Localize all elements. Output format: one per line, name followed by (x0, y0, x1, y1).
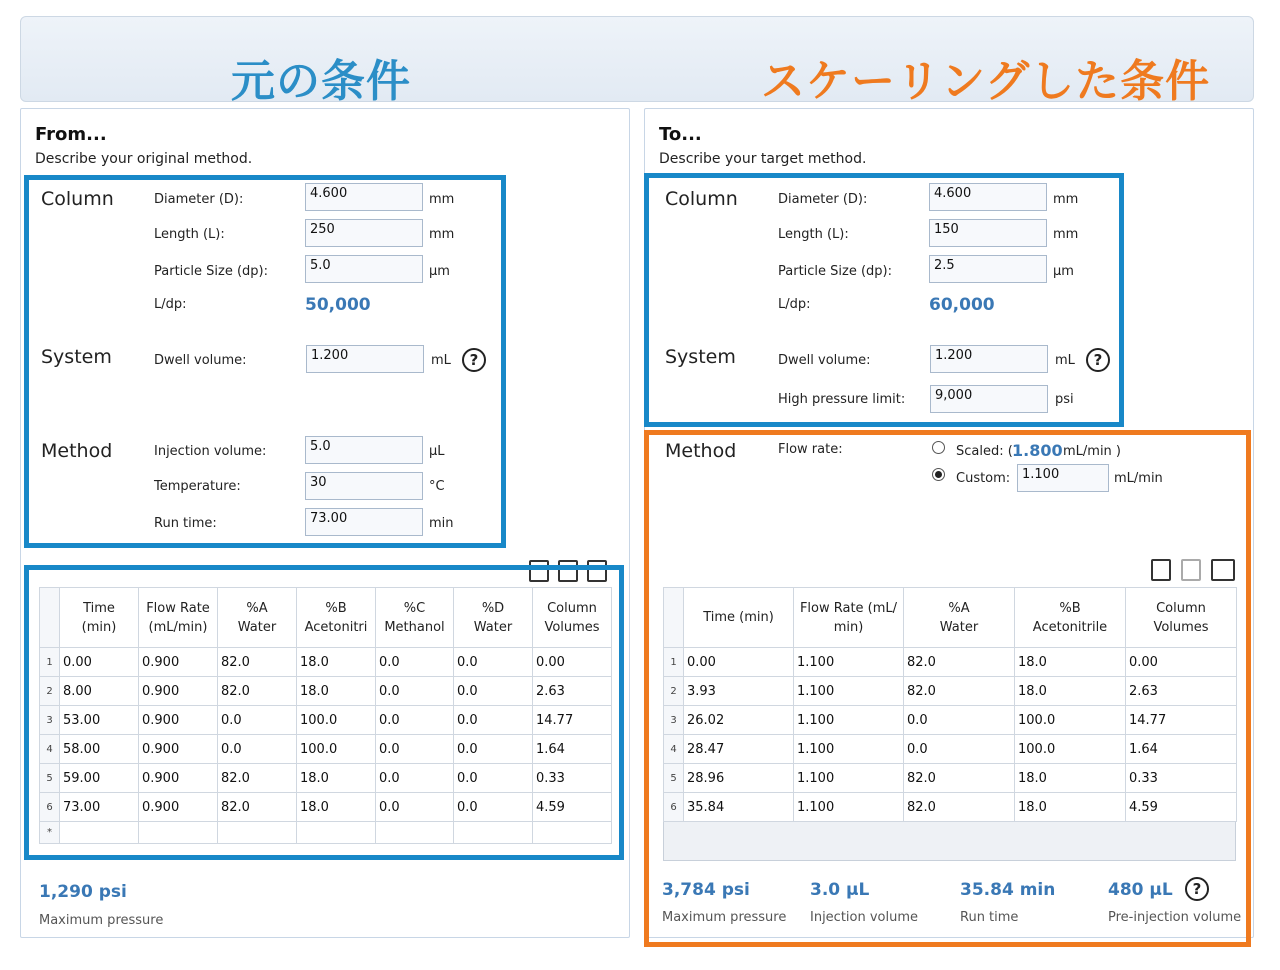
row-number: 4 (664, 735, 684, 764)
from-injection-label: Injection volume: (154, 444, 267, 459)
table-cell[interactable]: 82.0 (218, 648, 297, 677)
from-particle-unit: μm (429, 264, 450, 279)
preinjection-help-icon[interactable]: ? (1185, 877, 1209, 901)
table-cell[interactable]: 18.0 (297, 648, 376, 677)
table-cell[interactable]: 18.0 (1015, 793, 1126, 822)
row-number: 1 (664, 648, 684, 677)
from-runtime-input[interactable]: 73.00 (305, 508, 423, 536)
from-runtime-unit: min (429, 516, 454, 531)
from-column-section: Column (41, 188, 114, 210)
column-header[interactable]: Flow Rate (mL/ min) (794, 588, 904, 648)
table-cell[interactable]: 4.59 (1126, 793, 1237, 822)
to-dwell-label: Dwell volume: (778, 353, 871, 368)
from-temperature-label: Temperature: (154, 479, 241, 494)
table-cell[interactable]: 100.0 (297, 706, 376, 735)
from-temperature-input[interactable]: 30 (305, 472, 423, 500)
table-cell[interactable]: 0.0 (904, 735, 1015, 764)
new-row-marker: * (40, 822, 60, 844)
from-system-section: System (41, 346, 112, 368)
to-preinjection-label: Pre-injection volume (1108, 910, 1242, 925)
from-settings-highlight (24, 175, 506, 548)
table-cell[interactable]: 58.00 (60, 735, 139, 764)
row-number: 6 (664, 793, 684, 822)
table-cell[interactable]: 0.0 (454, 793, 533, 822)
table-cell[interactable]: 0.900 (139, 793, 218, 822)
table-cell[interactable]: 0.33 (533, 764, 612, 793)
table-cell[interactable]: 0.0 (454, 706, 533, 735)
to-max-pressure-value: 3,784 psi (662, 880, 750, 900)
from-table-highlight (24, 565, 624, 860)
to-dwell-unit: mL (1055, 353, 1075, 368)
table-cell[interactable]: 73.00 (60, 793, 139, 822)
column-header[interactable]: %B Acetonitrile (1015, 588, 1126, 648)
table-cell[interactable]: 82.0 (904, 677, 1015, 706)
from-ldp-value: 50,000 (305, 295, 371, 315)
from-diameter-input[interactable]: 4.600 (305, 183, 423, 211)
table-cell[interactable]: 0.0 (454, 764, 533, 793)
table-cell[interactable]: 1.100 (794, 706, 904, 735)
to-pressure-limit-input[interactable]: 9,000 (930, 385, 1048, 413)
from-particle-label: Particle Size (dp): (154, 264, 269, 279)
table-cell[interactable]: 0.900 (139, 706, 218, 735)
row-number: 1 (40, 648, 60, 677)
table-cell[interactable]: 100.0 (1015, 735, 1126, 764)
to-dwell-help-icon[interactable]: ? (1086, 348, 1110, 372)
from-particle-input[interactable]: 5.0 (305, 255, 423, 283)
table-cell[interactable]: 26.02 (684, 706, 794, 735)
table-cell[interactable]: 1.64 (1126, 735, 1237, 764)
column-header[interactable]: %C Methanol (376, 588, 454, 648)
header-banner (20, 16, 1254, 107)
row-number: 5 (40, 764, 60, 793)
table-cell[interactable]: 14.77 (1126, 706, 1237, 735)
table-cell[interactable]: 100.0 (1015, 706, 1126, 735)
table-cell[interactable]: 0.0 (376, 706, 454, 735)
from-dwell-help-icon[interactable]: ? (462, 348, 486, 372)
table-cell[interactable]: 18.0 (1015, 764, 1126, 793)
to-length-input[interactable]: 150 (929, 219, 1047, 247)
from-dwell-input[interactable]: 1.200 (306, 345, 424, 373)
table-cell[interactable]: 0.00 (533, 648, 612, 677)
row-number: 3 (40, 706, 60, 735)
table-cell[interactable]: 53.00 (60, 706, 139, 735)
table-cell[interactable]: 1.64 (533, 735, 612, 764)
to-max-pressure-label: Maximum pressure (662, 910, 787, 925)
table-cell[interactable]: 1.100 (794, 677, 904, 706)
to-title: To... (659, 124, 702, 145)
table-cell[interactable]: 0.0 (376, 677, 454, 706)
column-header[interactable]: %A Water (218, 588, 297, 648)
table-cell[interactable]: 28.47 (684, 735, 794, 764)
custom-flow-input[interactable]: 1.100 (1017, 464, 1109, 492)
row-number: 5 (664, 764, 684, 793)
table-cell[interactable]: 0.0 (218, 735, 297, 764)
table-cell[interactable]: 18.0 (297, 793, 376, 822)
to-diameter-label: Diameter (D): (778, 192, 868, 207)
from-temperature-unit: °C (429, 479, 445, 494)
from-ldp-label: L/dp: (154, 297, 187, 312)
table-cell[interactable]: 1.100 (794, 735, 904, 764)
to-injection-label: Injection volume (810, 910, 919, 925)
from-max-pressure-value: 1,290 psi (39, 882, 127, 902)
to-runtime-label: Run time (960, 910, 1019, 925)
table-cell[interactable]: 0.0 (454, 677, 533, 706)
table-cell[interactable]: 0.0 (376, 764, 454, 793)
to-length-label: Length (L): (778, 227, 849, 242)
row-number: 2 (664, 677, 684, 706)
table-cell[interactable]: 82.0 (218, 764, 297, 793)
table-cell[interactable]: 0.00 (60, 648, 139, 677)
to-runtime-value: 35.84 min (960, 880, 1056, 900)
to-method-section: Method (665, 440, 737, 462)
to-method-highlight (644, 430, 1251, 947)
scaled-flow-unit: mL/min ) (1063, 444, 1122, 459)
column-header[interactable]: Time (min) (684, 588, 794, 648)
row-number: 2 (40, 677, 60, 706)
column-header[interactable]: Time (min) (60, 588, 139, 648)
column-header[interactable]: %D Water (454, 588, 533, 648)
from-length-unit: mm (429, 227, 455, 242)
table-cell[interactable]: 4.59 (533, 793, 612, 822)
table-cell[interactable]: 0.0 (454, 735, 533, 764)
table-cell[interactable]: 0.900 (139, 735, 218, 764)
table-cell[interactable]: 82.0 (904, 793, 1015, 822)
from-length-label: Length (L): (154, 227, 225, 242)
from-length-input[interactable]: 250 (305, 219, 423, 247)
to-pressure-limit-unit: psi (1055, 392, 1074, 407)
to-preinjection-value: 480 μL (1108, 880, 1173, 900)
table-cell[interactable]: 0.0 (376, 793, 454, 822)
table-cell[interactable]: 18.0 (297, 677, 376, 706)
table-cell[interactable]: 1.100 (794, 764, 904, 793)
to-dwell-input[interactable]: 1.200 (930, 345, 1048, 373)
table-cell[interactable]: 0.900 (139, 648, 218, 677)
table-cell[interactable]: 0.00 (1126, 648, 1237, 677)
table-cell[interactable]: 28.96 (684, 764, 794, 793)
from-diameter-label: Diameter (D): (154, 192, 244, 207)
table-cell[interactable]: 8.00 (60, 677, 139, 706)
custom-flow-unit: mL/min (1114, 471, 1163, 486)
row-number: 4 (40, 735, 60, 764)
to-column-section: Column (665, 188, 738, 210)
scaled-label: Scaled: ( (956, 444, 1013, 459)
table-cell[interactable]: 0.0 (218, 706, 297, 735)
to-injection-value: 3.0 μL (810, 880, 870, 900)
from-injection-unit: μL (429, 444, 445, 459)
from-description: Describe your original method. (35, 151, 253, 167)
to-particle-unit: μm (1053, 264, 1074, 279)
from-dwell-unit: mL (431, 353, 451, 368)
row-number: 6 (40, 793, 60, 822)
table-cell[interactable]: 82.0 (218, 677, 297, 706)
table-cell[interactable]: 82.0 (904, 764, 1015, 793)
table-cell[interactable]: 82.0 (904, 648, 1015, 677)
to-particle-label: Particle Size (dp): (778, 264, 893, 279)
column-header[interactable]: Column Volumes (533, 588, 612, 648)
column-header[interactable]: %B Acetonitri (297, 588, 376, 648)
table-cell[interactable]: 1.100 (794, 793, 904, 822)
to-ldp-value: 60,000 (929, 295, 995, 315)
table-cell[interactable]: 0.00 (684, 648, 794, 677)
table-cell[interactable]: 18.0 (1015, 677, 1126, 706)
original-conditions-title: 元の条件 (231, 56, 411, 107)
from-dwell-label: Dwell volume: (154, 353, 247, 368)
to-diameter-input[interactable]: 4.600 (929, 183, 1047, 211)
table-cell[interactable]: 0.0 (376, 735, 454, 764)
to-diameter-unit: mm (1053, 192, 1079, 207)
to-flow-rate-label: Flow rate: (778, 442, 843, 457)
from-runtime-label: Run time: (154, 516, 217, 531)
to-settings-highlight (644, 173, 1124, 427)
column-header[interactable]: Column Volumes (1126, 588, 1237, 648)
from-method-section: Method (41, 440, 113, 462)
table-cell[interactable]: 100.0 (297, 735, 376, 764)
table-cell[interactable]: 82.0 (218, 793, 297, 822)
to-length-unit: mm (1053, 227, 1079, 242)
table-cell[interactable]: 0.0 (904, 706, 1015, 735)
table-cell[interactable]: 0.33 (1126, 764, 1237, 793)
table-cell[interactable]: 0.900 (139, 764, 218, 793)
scaled-conditions-title: スケーリングした条件 (761, 56, 1211, 107)
to-particle-input[interactable]: 2.5 (929, 255, 1047, 283)
to-pressure-limit-label: High pressure limit: (778, 392, 906, 407)
table-cell[interactable]: 0.900 (139, 677, 218, 706)
table-cell[interactable]: 2.63 (1126, 677, 1237, 706)
column-header[interactable]: Flow Rate (mL/min) (139, 588, 218, 648)
from-injection-input[interactable]: 5.0 (305, 436, 423, 464)
table-cell[interactable]: 0.0 (454, 648, 533, 677)
from-max-pressure-label: Maximum pressure (39, 913, 164, 928)
scaled-flow-value: 1.800 (1012, 441, 1063, 460)
to-description: Describe your target method. (659, 151, 867, 167)
to-system-section: System (665, 346, 736, 368)
to-ldp-label: L/dp: (778, 297, 811, 312)
table-cell[interactable]: 2.63 (533, 677, 612, 706)
from-diameter-unit: mm (429, 192, 455, 207)
table-cell[interactable]: 14.77 (533, 706, 612, 735)
row-number: 3 (664, 706, 684, 735)
table-cell[interactable]: 0.0 (376, 648, 454, 677)
from-title: From... (35, 124, 107, 145)
custom-label: Custom: (956, 471, 1011, 486)
table-cell[interactable]: 1.100 (794, 648, 904, 677)
column-header[interactable]: %A Water (904, 588, 1015, 648)
table-cell[interactable]: 35.84 (684, 793, 794, 822)
table-cell[interactable]: 59.00 (60, 764, 139, 793)
table-cell[interactable]: 18.0 (1015, 648, 1126, 677)
table-cell[interactable]: 3.93 (684, 677, 794, 706)
table-cell[interactable]: 18.0 (297, 764, 376, 793)
